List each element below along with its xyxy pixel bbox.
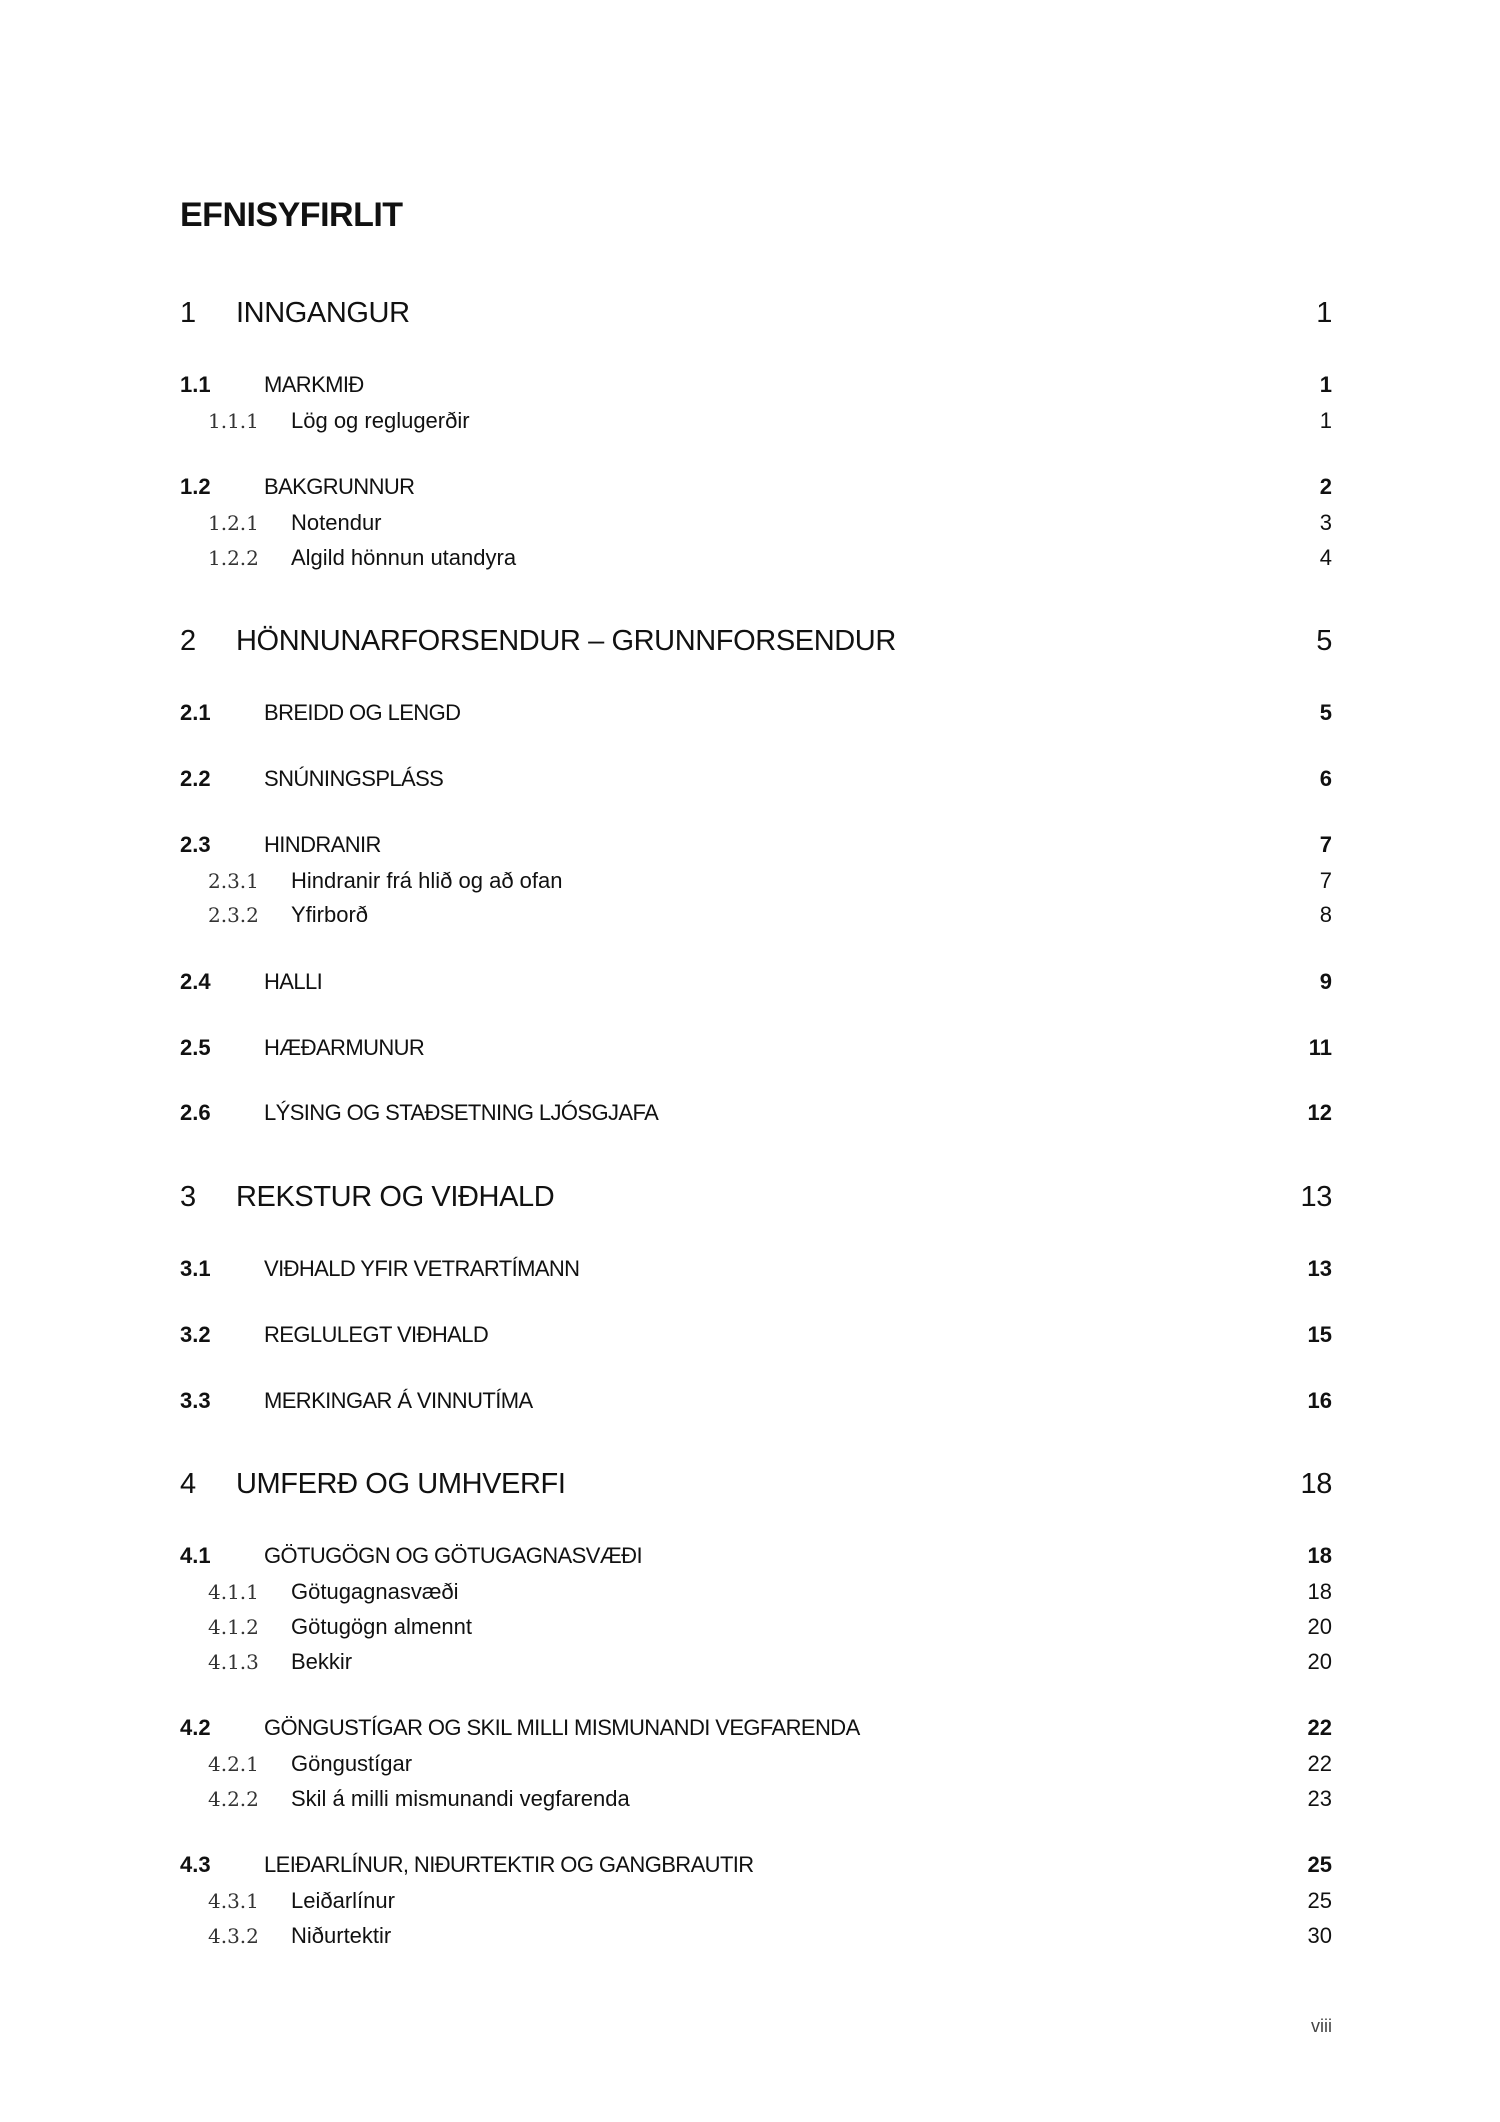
toc-subsection-number: 2.3.1 — [208, 869, 259, 893]
toc-section-number: 4.3 — [180, 1852, 211, 1877]
toc-section-page: 11 — [1308, 1035, 1332, 1060]
toc-subsection-number: 1.1.1 — [208, 409, 259, 433]
toc-chapter-label: INNGANGUR — [236, 297, 410, 329]
toc-section-number: 2.4 — [180, 969, 211, 994]
toc-subsection-label: Yfirborð — [291, 902, 369, 927]
toc-subsection-number: 4.2.1 — [208, 1752, 259, 1776]
toc-section-label: REGLULEGT VIÐHALD — [264, 1322, 489, 1347]
toc-subsection-page: 8 — [1319, 902, 1332, 927]
toc-subsection-label: Algild hönnun utandyra — [291, 545, 517, 570]
toc-section-page: 6 — [1319, 766, 1332, 791]
toc-section-number: 2.2 — [180, 766, 211, 791]
toc-section-number: 3.3 — [180, 1388, 211, 1413]
toc-section-label: BREIDD OG LENGD — [264, 700, 461, 725]
toc-subsection-number: 4.1.3 — [208, 1650, 259, 1674]
toc-subsection-number: 4.3.1 — [208, 1889, 259, 1913]
toc-section-label: HALLI — [264, 969, 323, 994]
toc-section-page: 9 — [1319, 969, 1332, 994]
toc-chapter-page: 13 — [1300, 1181, 1332, 1213]
toc-subsection-number: 2.3.2 — [208, 903, 259, 927]
toc-subsection-page: 3 — [1319, 510, 1332, 535]
toc-subsection-number: 4.3.2 — [208, 1924, 259, 1948]
toc-section-label: HINDRANIR — [264, 832, 381, 857]
toc-section-number: 1.1 — [180, 372, 211, 397]
toc-subsection-page: 30 — [1307, 1923, 1332, 1948]
toc-subsection-label: Götugögn almennt — [291, 1614, 473, 1639]
toc-subsection-page: 25 — [1307, 1888, 1332, 1913]
toc-subsection-label: Hindranir frá hlið og að ofan — [291, 868, 563, 893]
page-number: viii — [1311, 2016, 1332, 2036]
toc-section-number: 2.5 — [180, 1035, 211, 1060]
toc-chapter-page: 5 — [1316, 625, 1332, 657]
toc-section-label: LEIÐARLÍNUR, NIÐURTEKTIR OG GANGBRAUTIR — [264, 1852, 754, 1877]
toc-section-page: 1 — [1319, 372, 1332, 397]
toc-section-number: 2.1 — [180, 700, 211, 725]
toc-section-page: 13 — [1307, 1256, 1332, 1281]
toc-chapter-number: 4 — [180, 1468, 196, 1500]
toc-subsection-number: 4.2.2 — [208, 1787, 259, 1811]
toc-subsection-label: Notendur — [291, 510, 382, 535]
toc-section-number: 4.1 — [180, 1543, 211, 1568]
page-title: EFNISYFIRLIT — [180, 196, 403, 234]
toc-subsection-label: Niðurtektir — [291, 1923, 392, 1948]
toc-section-page: 2 — [1319, 474, 1332, 499]
toc-subsection-number: 4.1.1 — [208, 1580, 259, 1604]
toc-subsection-page: 4 — [1319, 545, 1332, 570]
toc-chapter-label: UMFERÐ OG UMHVERFI — [236, 1468, 566, 1500]
toc-section-page: 5 — [1319, 700, 1332, 725]
toc-chapter-label: HÖNNUNARFORSENDUR – GRUNNFORSENDUR — [236, 625, 896, 657]
toc-subsection-number: 4.1.2 — [208, 1615, 259, 1639]
toc-section-number: 3.2 — [180, 1322, 211, 1347]
toc-section-label: SNÚNINGSPLÁSS — [264, 766, 444, 791]
toc-subsection-label: Göngustígar — [291, 1751, 413, 1776]
toc-section-number: 2.6 — [180, 1100, 211, 1125]
toc-section-label: GÖNGUSTÍGAR OG SKIL MILLI MISMUNANDI VEGFARENDA — [264, 1715, 860, 1740]
toc-subsection-label: Bekkir — [291, 1649, 353, 1674]
toc-subsection-label: Leiðarlínur — [291, 1888, 395, 1913]
toc-chapter-number: 1 — [180, 297, 196, 329]
toc-subsection-label: Skil á milli mismunandi vegfarenda — [291, 1786, 630, 1811]
toc-subsection-page: 7 — [1319, 868, 1332, 893]
toc-section-label: GÖTUGÖGN OG GÖTUGAGNASVÆÐI — [264, 1543, 642, 1568]
toc-subsection-number: 1.2.1 — [208, 511, 259, 535]
toc-subsection-label: Götugagnasvæði — [291, 1579, 459, 1604]
toc-section-page: 16 — [1307, 1388, 1332, 1413]
toc-section-page: 22 — [1307, 1715, 1332, 1740]
toc-chapter-number: 3 — [180, 1181, 196, 1213]
toc-chapter-page: 1 — [1316, 297, 1332, 329]
toc-chapter-page: 18 — [1300, 1468, 1332, 1500]
toc-section-label: VIÐHALD YFIR VETRARTÍMANN — [264, 1256, 580, 1281]
toc-chapter-label: REKSTUR OG VIÐHALD — [236, 1181, 555, 1213]
toc-section-label: MERKINGAR Á VINNUTÍMA — [264, 1388, 533, 1413]
toc-section-label: LÝSING OG STAÐSETNING LJÓSGJAFA — [264, 1100, 659, 1125]
toc-subsection-page: 20 — [1307, 1649, 1332, 1674]
toc-section-page: 25 — [1307, 1852, 1332, 1877]
toc-subsection-page: 20 — [1307, 1614, 1332, 1639]
toc-subsection-number: 1.2.2 — [208, 546, 259, 570]
toc-section-page: 12 — [1307, 1100, 1332, 1125]
toc-section-page: 7 — [1319, 832, 1332, 857]
toc-section-number: 4.2 — [180, 1715, 211, 1740]
toc-subsection-page: 22 — [1307, 1751, 1332, 1776]
toc-section-label: MARKMIÐ — [264, 372, 364, 397]
toc-subsection-page: 18 — [1307, 1579, 1332, 1604]
toc-subsection-page: 23 — [1307, 1786, 1332, 1811]
toc-section-number: 1.2 — [180, 474, 211, 499]
toc-subsection-page: 1 — [1319, 408, 1332, 433]
toc-chapter-number: 2 — [180, 625, 196, 657]
toc-subsection-label: Lög og reglugerðir — [291, 408, 470, 433]
toc-section-page: 15 — [1307, 1322, 1332, 1347]
toc-section-label: BAKGRUNNUR — [264, 474, 415, 499]
toc-section-label: HÆÐARMUNUR — [264, 1035, 425, 1060]
toc-section-page: 18 — [1307, 1543, 1332, 1568]
toc-section-number: 2.3 — [180, 832, 211, 857]
toc-section-number: 3.1 — [180, 1256, 211, 1281]
